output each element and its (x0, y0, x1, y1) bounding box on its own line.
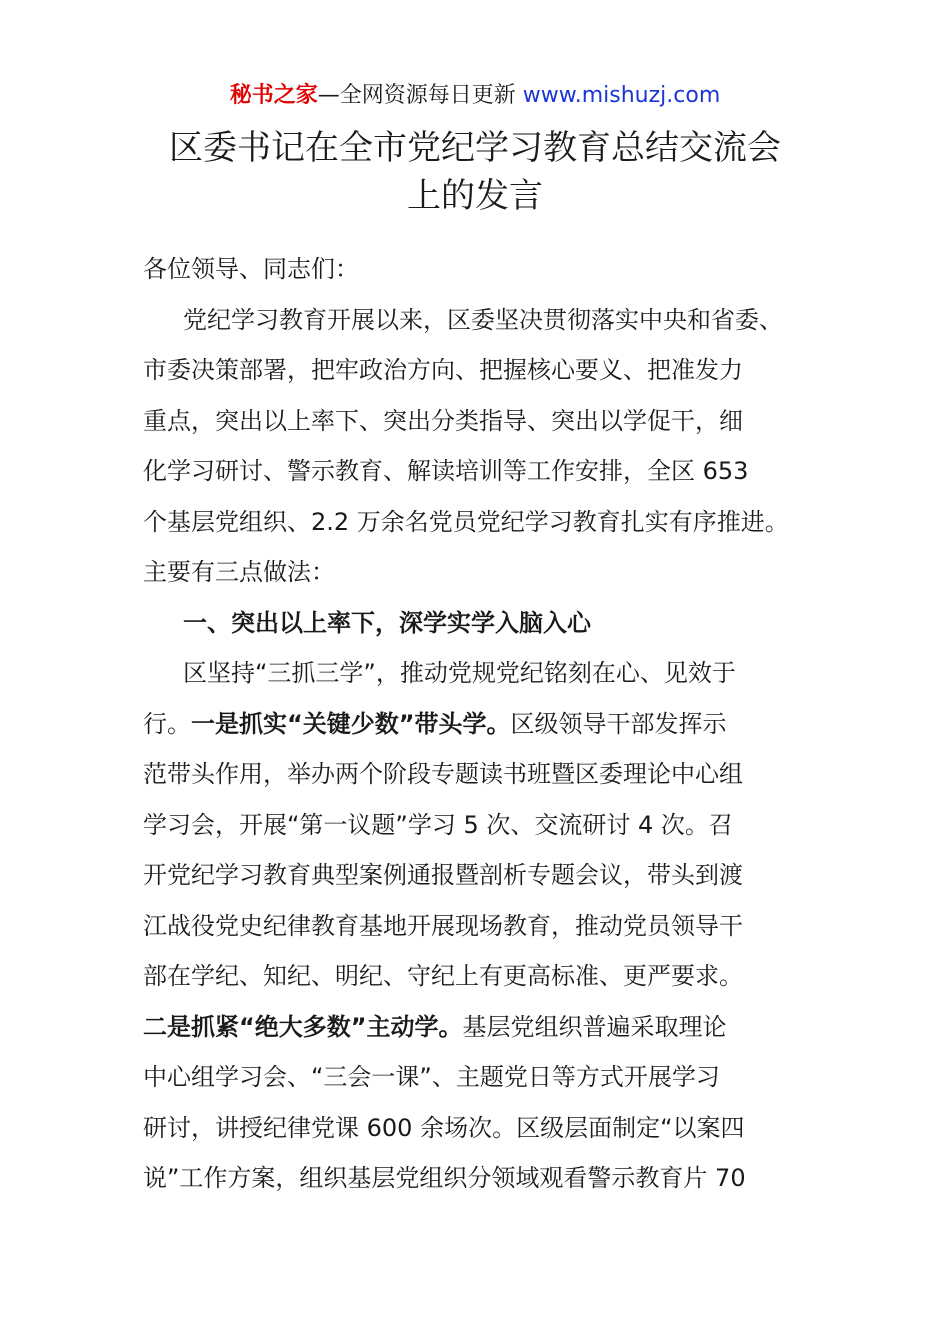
bold-lead-2: 二是抓紧“绝大多数”主动学。 (143, 1012, 463, 1041)
body-line: 学习会，开展“第一议题”学习 5 次、交流研讨 4 次。召 (143, 810, 733, 839)
body-line: 个基层党组织、2.2 万余名党员党纪学习教育扎实有序推进。 (143, 507, 789, 536)
body-text: 基层党组织普遍采取理论 (462, 1012, 727, 1041)
salutation: 各位领导、同志们： (143, 255, 359, 283)
title-line-2: 上的发言 (407, 176, 543, 216)
body-line: 重点，突出以上率下、突出分类指导、突出以学促干，细 (143, 406, 743, 435)
body-line: 市委决策部署，把牢政治方向、把握核心要义、把准发力 (143, 356, 743, 384)
body-text: 行。 (143, 709, 191, 738)
body-line: 范带头作用，举办两个阶段专题读书班暨区委理论中心组 (143, 760, 743, 788)
bold-lead-1: 一是抓实“关键少数”带头学。 (191, 709, 511, 738)
document-title (100, 124, 850, 220)
brand-name: 秘书之家 (229, 83, 318, 108)
body-line-mixed (143, 699, 823, 750)
header-tagline: —全网资源每日更新 (317, 83, 516, 108)
site-url-link[interactable]: www.mishuzj.com (522, 83, 721, 108)
body-line: 研讨，讲授纪律党课 600 余场次。区级层面制定“以案四 (143, 1113, 745, 1142)
body-line: 开党纪学习教育典型案例通报暨剖析专题会议，带头到渡 (143, 861, 743, 889)
body-text: 区级领导干部发挥示 (510, 709, 727, 738)
document-body (143, 244, 823, 1204)
body-line: 江战役党史纪律教育基地开展现场教育，推动党员领导干 (143, 911, 743, 940)
title-line-1: 区委书记在全市党纪学习教育总结交流会 (169, 128, 781, 168)
body-line: 党纪学习教育开展以来，区委坚决贯彻落实中央和省委、 (183, 305, 783, 334)
body-line-mixed (143, 1002, 823, 1053)
body-line: 化学习研讨、警示教育、解读培训等工作安排，全区 653 (143, 457, 749, 485)
body-line: 区坚持“三抓三学”，推动党规党纪铭刻在心、见效于 (183, 659, 736, 687)
body-line: 部在学纪、知纪、明纪、守纪上有更高标准、更严要求。 (143, 962, 743, 990)
body-line: 中心组学习会、“三会一课”、主题党日等方式开展学习 (143, 1063, 720, 1091)
section-heading-1: 一、突出以上率下，深学实学入脑入心 (183, 608, 591, 637)
site-header (0, 80, 950, 112)
body-line: 说”工作方案，组织基层党组织分领域观看警示教育片 70 (143, 1164, 746, 1192)
body-line: 主要有三点做法： (143, 558, 335, 586)
